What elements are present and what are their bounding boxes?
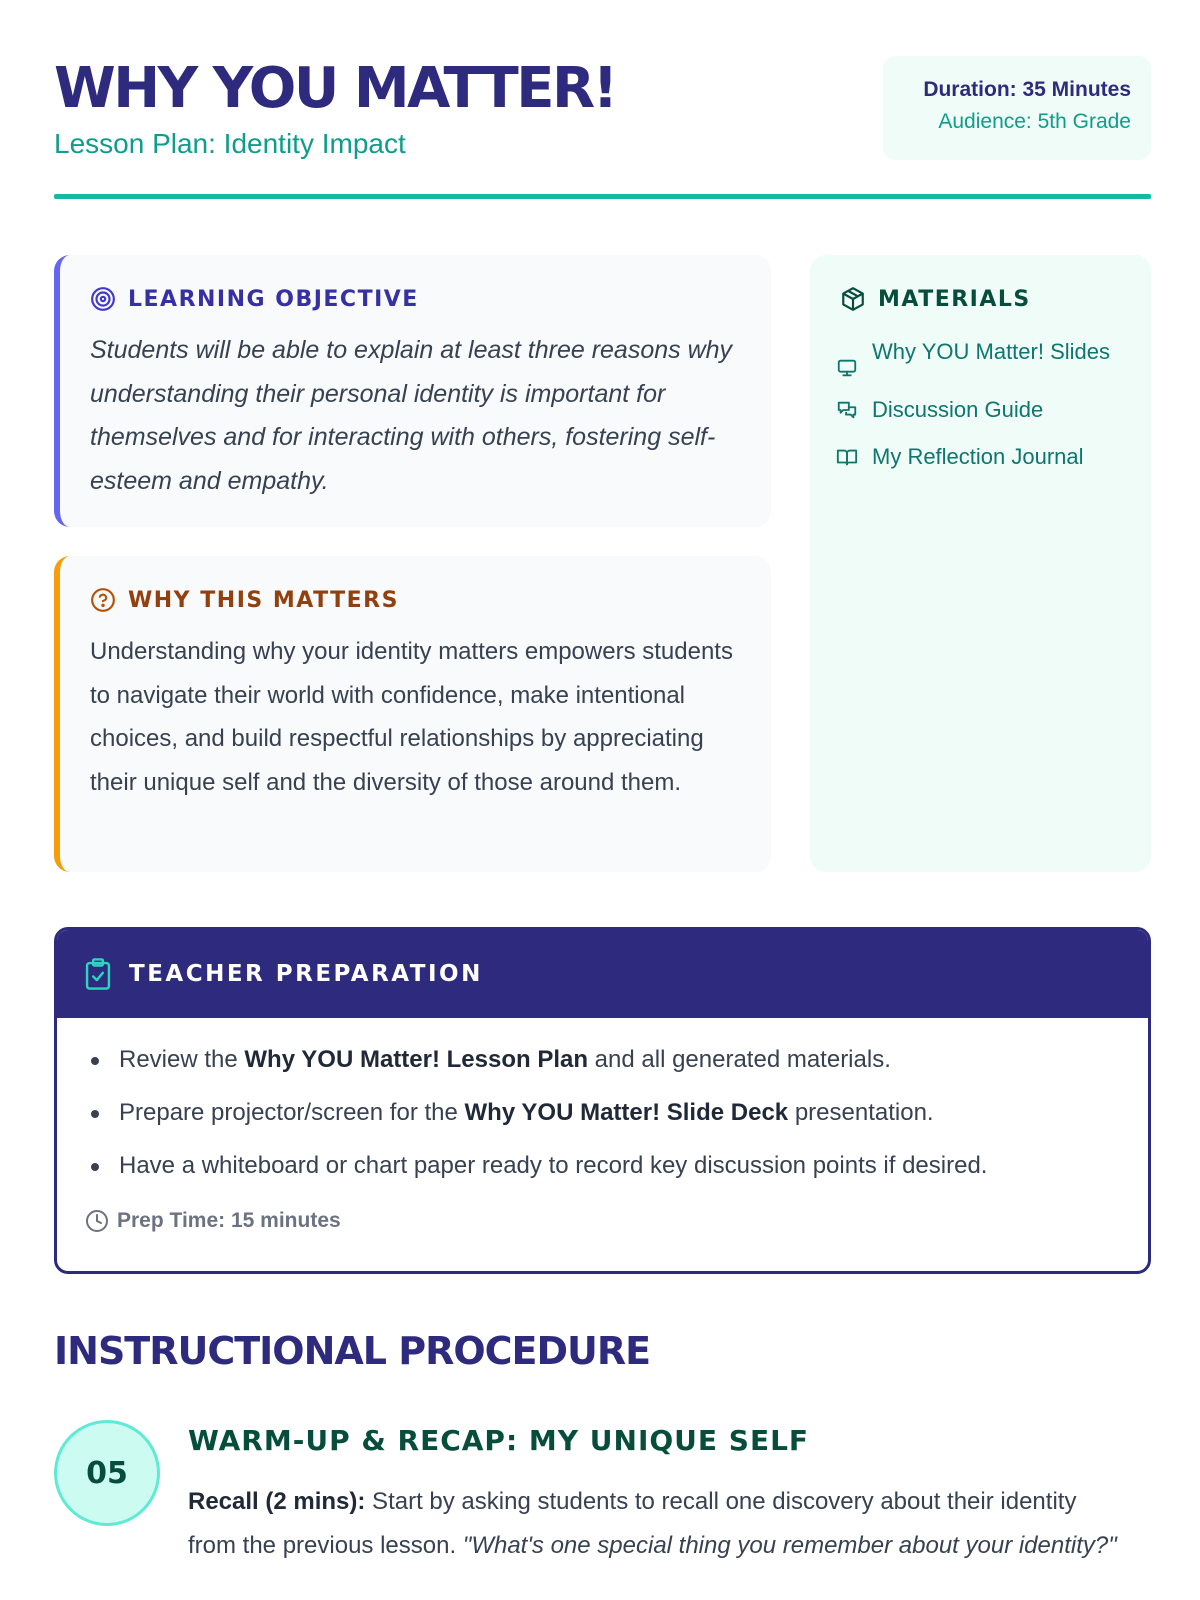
prep-time-label: Prep Time: 15 minutes (117, 1209, 341, 1232)
material-label: Why YOU Matter! Slides (872, 339, 1110, 364)
materials-header (840, 283, 1031, 315)
prep-item: Review the Why YOU Matter! Lesson Plan and all generated materials. (89, 1042, 1129, 1078)
prep-item: Prepare projector/screen for the Why YOU Matter! Slide Deck presentation. (89, 1095, 1129, 1131)
question-circle-icon (90, 587, 116, 613)
materials-card (810, 255, 1151, 872)
step-quote: "What's one special thing you remember about your identity?" (462, 1531, 1117, 1559)
step-title: WARM-UP & RECAP: MY UNIQUE SELF (188, 1424, 810, 1457)
package-icon (840, 286, 866, 312)
procedure-heading: INSTRUCTIONAL PROCEDURE (54, 1329, 651, 1373)
materials-heading: MATERIALS (878, 286, 1031, 312)
monitor-icon (836, 357, 858, 379)
step-lead: Recall (2 mins): (188, 1488, 366, 1515)
material-item-reflection-journal[interactable] (836, 440, 1136, 473)
step-number: 05 (86, 1455, 128, 1491)
step-number-badge (54, 1420, 160, 1526)
step-description (188, 1480, 1118, 1567)
clipboard-check-icon (83, 957, 113, 991)
why-this-matters-header (90, 584, 399, 616)
material-label: My Reflection Journal (872, 444, 1084, 469)
teacher-preparation-card (54, 927, 1151, 1274)
target-icon (90, 286, 116, 312)
why-this-matters-heading: WHY THIS MATTERS (128, 587, 399, 613)
prep-item: Have a whiteboard or chart paper ready to record key discussion points if desired. (89, 1148, 1129, 1184)
material-item-discussion-guide[interactable] (836, 393, 1136, 426)
open-book-icon (836, 446, 858, 468)
materials-list (836, 335, 1136, 487)
learning-objective-heading: LEARNING OBJECTIVE (128, 286, 419, 312)
step-text: Start by asking students to recall one discovery about their identity from the previous lesson. (188, 1488, 1077, 1559)
duration-label: Duration: 35 Minutes (923, 78, 1131, 101)
teacher-preparation-header (57, 930, 1148, 1018)
audience-label: Audience: 5th Grade (938, 110, 1131, 133)
header-divider (54, 194, 1151, 199)
learning-objective-card (54, 255, 771, 527)
page-title: WHY YOU MATTER! (54, 56, 616, 121)
teacher-preparation-list (89, 1042, 1129, 1201)
learning-objective-text: Students will be able to explain at least three reasons why understanding their personal identity is important for themselves and for interacting with others, fostering self-esteem and empathy. (90, 336, 733, 495)
chat-bubbles-icon (836, 399, 858, 421)
teacher-preparation-heading: TEACHER PREPARATION (129, 961, 483, 987)
learning-objective-header (90, 283, 419, 315)
lesson-meta-box (883, 56, 1151, 160)
material-item-slides[interactable] (836, 335, 1136, 379)
material-label: Discussion Guide (872, 397, 1044, 422)
page-header (54, 56, 1151, 206)
page-subtitle: Lesson Plan: Identity Impact (54, 128, 406, 159)
prep-time (85, 1209, 341, 1233)
clock-icon (85, 1209, 109, 1233)
why-this-matters-card (54, 556, 771, 872)
why-this-matters-text: Understanding why your identity matters empowers students to navigate their world with confidence, make intentional choices, and build respectful relationships by appreciating their unique self and the diversity of those around them. (90, 638, 733, 796)
